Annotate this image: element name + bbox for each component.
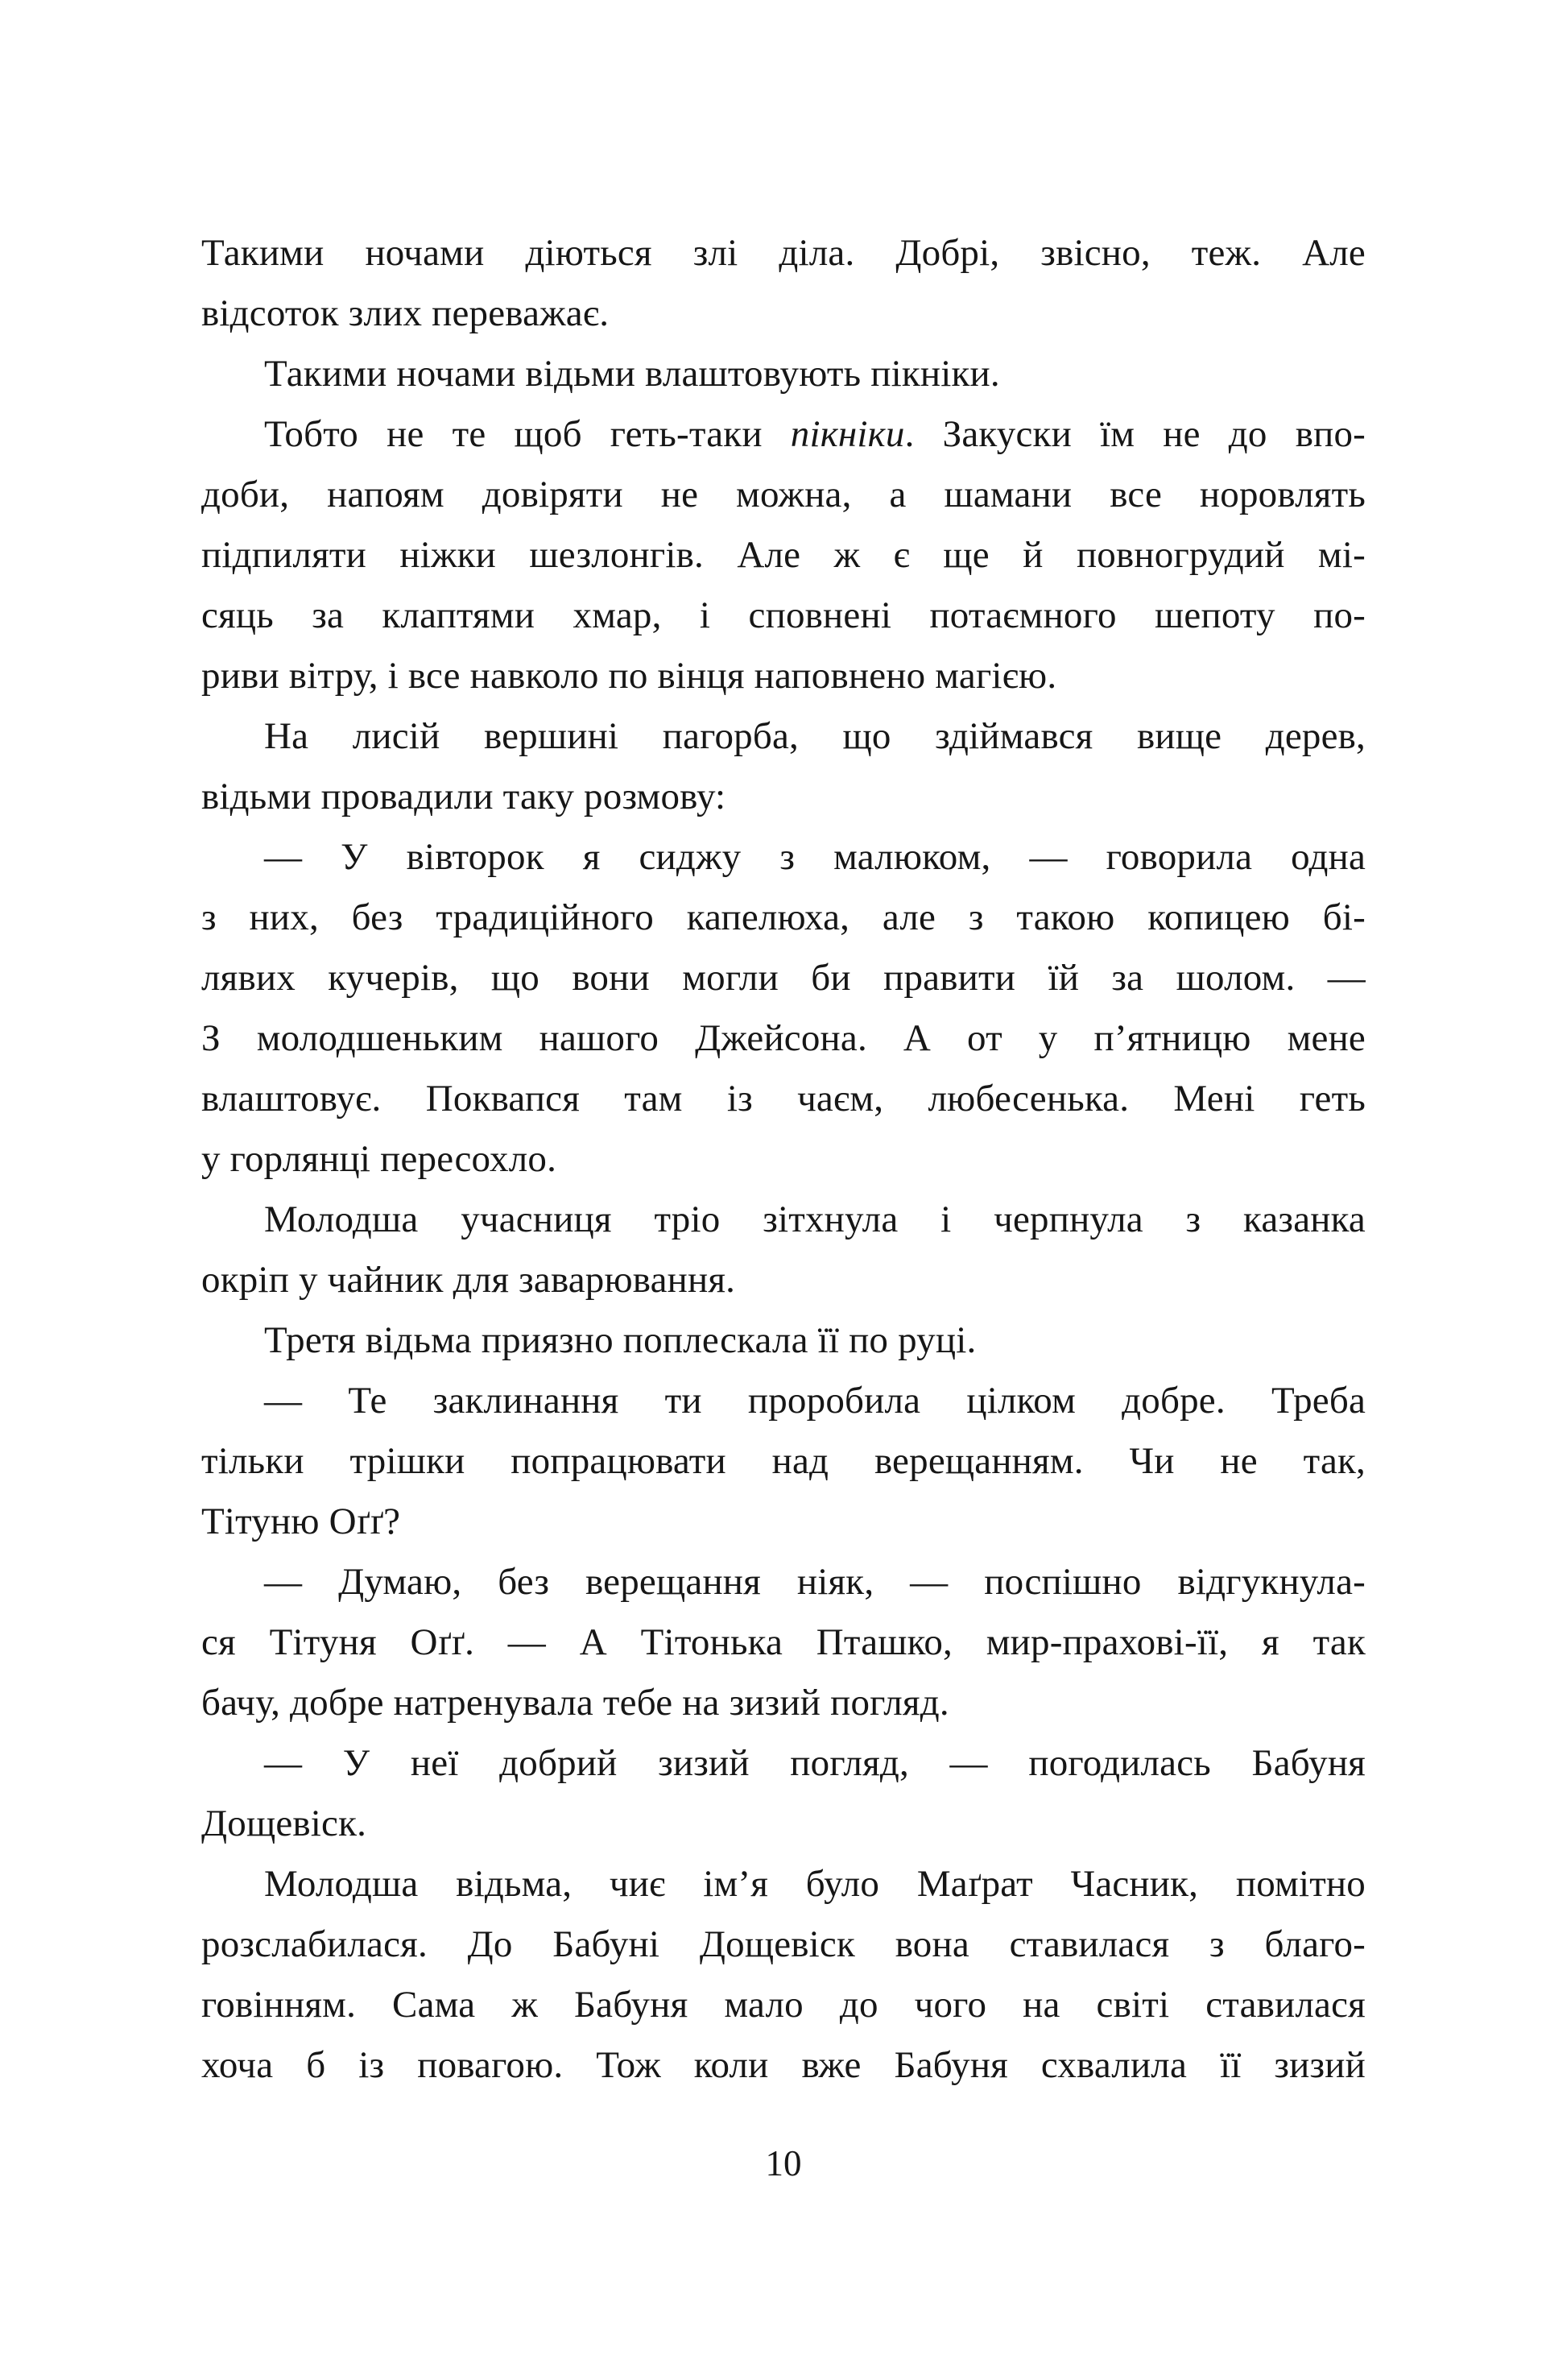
text-line: у горлянці пересохло. bbox=[201, 1138, 557, 1180]
text-line: Такими ночами діються злі діла. Добрі, звісно, теж. Але bbox=[201, 232, 1366, 274]
text-line: — У вівторок я сиджу з малюком, — говорила одна bbox=[264, 836, 1366, 878]
text-line: розслабилася. До Бабуні Дощевіск вона ставилася з благо- bbox=[201, 1923, 1366, 1965]
text-line: влаштовує. Поквапся там із чаєм, любесенька. Мені геть bbox=[201, 1078, 1366, 1120]
text-line: відсоток злих переважає. bbox=[201, 292, 610, 334]
paragraph bbox=[201, 1854, 1366, 2096]
paragraph bbox=[201, 223, 1366, 344]
text-line: доби, напоям довіряти не можна, а шамани все норовлять bbox=[201, 474, 1366, 515]
paragraph bbox=[201, 827, 1366, 1190]
text-line: — Те заклинання ти проробила цілком добре. Треба bbox=[264, 1380, 1366, 1422]
text-line: Молодша учасниця тріо зітхнула і черпнула з казанка bbox=[264, 1198, 1366, 1240]
text-line: Тобто не те щоб геть-таки пікніки. Закуски їм не до впо- bbox=[264, 413, 1366, 455]
text-line: окріп у чайник для заварювання. bbox=[201, 1259, 736, 1301]
paragraph bbox=[201, 1371, 1366, 1552]
text-line: З молодшеньким нашого Джейсона. А от у п’ятницю мене bbox=[201, 1017, 1366, 1059]
text-line: Такими ночами відьми влаштовують пікніки. bbox=[264, 353, 1000, 395]
paragraph bbox=[201, 1552, 1366, 1733]
page-number: 10 bbox=[765, 2143, 802, 2183]
paragraph bbox=[201, 706, 1366, 827]
text-line: підпиляти ніжки шезлонгів. Але ж є ще й повногрудий мі- bbox=[201, 534, 1366, 576]
text-line: риви вітру, і все навколо по вінця наповнено магією. bbox=[201, 655, 1057, 697]
text-line: тільки трішки попрацювати над верещанням. Чи не так, bbox=[201, 1440, 1366, 1482]
text-line: Молодша відьма, чиє ім’я було Маґрат Часник, помітно bbox=[264, 1863, 1366, 1905]
text-line: сяць за клаптями хмар, і сповнені потаємного шепоту по- bbox=[201, 594, 1366, 636]
paragraph bbox=[201, 1733, 1366, 1854]
paragraph bbox=[201, 404, 1366, 706]
page-text-block bbox=[201, 223, 1366, 2096]
italic-text: пікніки bbox=[790, 413, 905, 455]
text-line: хоча б із повагою. Тож коли вже Бабуня схвалила її зизий bbox=[201, 2044, 1366, 2086]
text-line: відьми провадили таку розмову: bbox=[201, 776, 726, 817]
text-line: говінням. Сама ж Бабуня мало до чого на світі ставилася bbox=[201, 1984, 1366, 2026]
paragraph bbox=[201, 344, 1366, 404]
text-line: бачу, добре натренувала тебе на зизий погляд. bbox=[201, 1682, 949, 1724]
text-line: Тітуню Оґґ? bbox=[201, 1500, 401, 1542]
text-line: На лисій вершині пагорба, що здіймався вище дерев, bbox=[264, 715, 1366, 757]
text-line: Дощевіск. bbox=[201, 1803, 367, 1844]
text-line: — Думаю, без верещання ніяк, — поспішно відгукнула- bbox=[264, 1561, 1366, 1603]
text-line: лявих кучерів, що вони могли би правити їй за шолом. — bbox=[201, 957, 1366, 999]
text-line: Третя відьма приязно поплескала її по руці. bbox=[264, 1319, 977, 1361]
text-line: з них, без традиційного капелюха, але з такою копицею бі- bbox=[201, 896, 1366, 938]
paragraph bbox=[201, 1190, 1366, 1310]
paragraph bbox=[201, 1310, 1366, 1371]
text-line: ся Тітуня Оґґ. — А Тітонька Пташко, мир-прахові-її, я так bbox=[201, 1621, 1366, 1663]
text-line: — У неї добрий зизий погляд, — погодилась Бабуня bbox=[264, 1742, 1366, 1784]
